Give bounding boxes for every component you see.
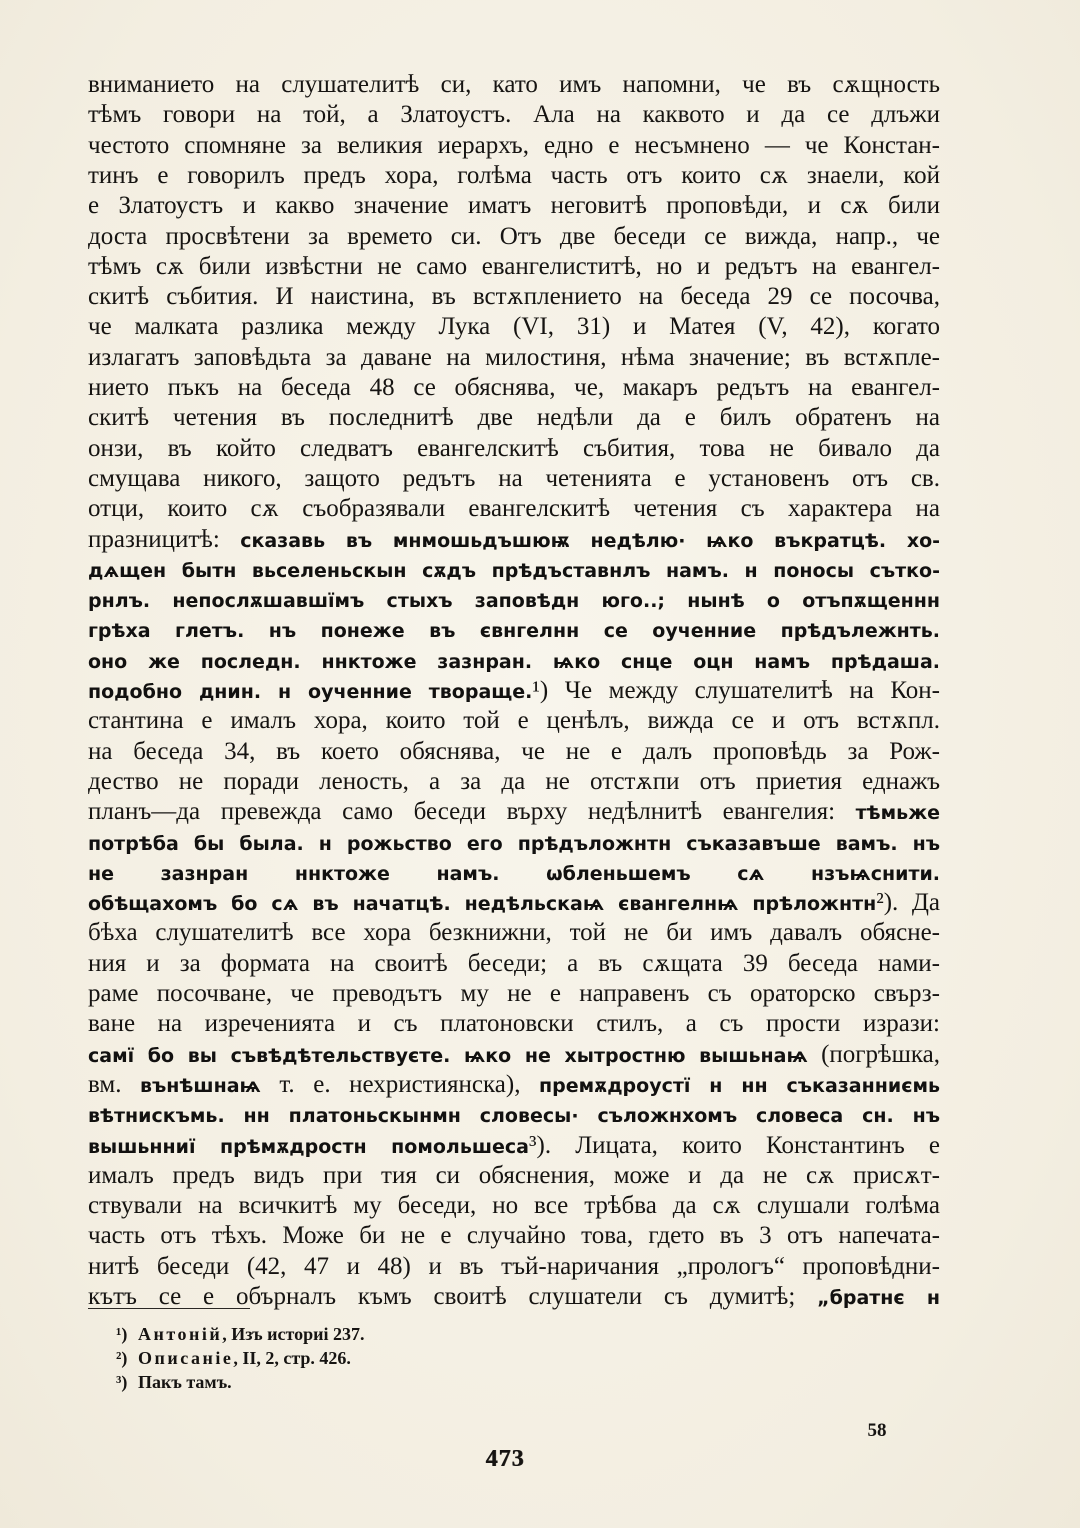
text-line	[88, 403, 940, 433]
line-content	[88, 343, 940, 373]
text-line	[88, 585, 940, 615]
footnote-mark: ³)	[116, 1372, 128, 1392]
line-content	[88, 1009, 940, 1039]
text-line	[88, 100, 940, 130]
text-run: ване на изреченията и съ платоновски стилъ, а съ прости изрази:	[88, 1010, 940, 1038]
slavonic-quote: грѣха глетъ. нъ понеже въ євнгелнн се оученние прѣдълежнть.	[88, 620, 940, 643]
footnote-mark: ²)	[116, 1348, 128, 1368]
text-run: ствували на всичкитѣ му беседи, но все трѣбва да сѫ слушали голѣма	[88, 1192, 940, 1220]
text-line	[88, 1070, 940, 1100]
footnote-text: , Изъ историі 237.	[222, 1324, 365, 1344]
text-run: ³). Лицата, които Константинъ е	[529, 1131, 940, 1159]
text-run: ¹) Че между слушателитѣ на Кон-	[532, 677, 940, 704]
text-line	[88, 676, 940, 706]
footnote-text: Пакъ тамъ.	[138, 1372, 232, 1392]
footnote-author: Антоній	[138, 1324, 223, 1344]
text-line	[88, 858, 940, 888]
slavonic-quote: самї бо вы съвѣдѣтельствуєте. ѩко не хытростню вышьнаѩ	[88, 1044, 808, 1067]
line-content	[88, 373, 940, 403]
line-content	[88, 737, 940, 767]
text-run: е Златоустъ и какво значение иматъ неговитѣ проповѣди, и сѫ били	[88, 192, 940, 220]
slavonic-quote: сказавь въ мнмошьдъшюѭ недѣлю· ѩко въкратцѣ. хо-	[240, 529, 941, 552]
line-content	[88, 191, 940, 221]
text-run: кътъ се е обърналъ къмъ своитѣ слушатели съ думитѣ;	[88, 1283, 818, 1310]
text-line	[88, 797, 940, 827]
text-line	[88, 646, 940, 676]
line-content	[88, 1040, 940, 1071]
text-line	[88, 737, 940, 767]
line-content	[88, 434, 940, 464]
footnote	[116, 1370, 716, 1394]
line-content	[88, 100, 940, 130]
slavonic-quote: подобно днин. н оученние твораще.	[88, 681, 533, 703]
text-run: тѣмъ говори на той, а Златоустъ. Ала на каквото и да се длъжи	[88, 101, 940, 129]
text-line	[88, 1161, 940, 1191]
text-run: доста просвѣтени за времето си. Отъ две беседи се вижда, напр., че	[88, 222, 940, 250]
text-line	[88, 191, 940, 221]
line-content	[88, 131, 940, 161]
line-content	[88, 1070, 940, 1101]
text-run: вниманието на слушателитѣ си, като имъ напомни, че въ сѫщность	[88, 71, 940, 98]
line-content	[88, 525, 940, 556]
text-line	[88, 767, 940, 797]
line-content	[88, 222, 940, 252]
line-content	[88, 70, 940, 100]
line-content	[88, 646, 940, 677]
text-line	[88, 343, 940, 373]
footnote-rule	[88, 1308, 250, 1309]
line-content	[88, 1252, 940, 1282]
text-run: ния и за формата на своитѣ беседи; а въ сѫщата 39 беседа нами-	[88, 949, 940, 977]
footnotes	[116, 1322, 716, 1394]
text-line	[88, 706, 940, 736]
line-content	[88, 161, 940, 191]
line-content	[88, 464, 940, 494]
slavonic-quote: обѣщахомъ бо сѧ въ начатцѣ. недѣльскаѩ євангелнѩ прѣложнтн	[88, 893, 877, 916]
text-line	[88, 1252, 940, 1282]
text-run: нитѣ беседи (42, 47 и 48) и въ тъй-наричания „прологъ“ проповѣдни-	[88, 1252, 940, 1280]
text-line	[88, 70, 940, 100]
text-line	[88, 252, 940, 282]
line-content	[88, 585, 940, 616]
text-run: ²). Да	[876, 889, 940, 917]
slavonic-quote: премѫдроустї н нн съказанниємь	[539, 1074, 940, 1097]
page-number: 473	[485, 1446, 525, 1472]
slavonic-quote: „братнє н	[817, 1287, 940, 1309]
text-line	[88, 222, 940, 252]
text-run: стантина е ималъ хора, които той е ценѣлъ, вижда се и отъ встѫпл.	[88, 707, 940, 735]
text-run: раме посочване, че преводътъ му не е направенъ съ ораторско свърз-	[88, 980, 940, 1007]
text-line	[88, 525, 940, 555]
line-content	[88, 797, 940, 828]
text-run: че малката разлика между Лука (VI, 31) и Матея (V, 42), когато	[88, 313, 940, 341]
line-content	[88, 1221, 940, 1251]
footnote	[116, 1322, 716, 1346]
line-content	[88, 403, 940, 433]
text-run: на беседа 34, въ което обяснява, че не е далъ проповѣдь за Рож-	[88, 737, 940, 765]
text-line	[88, 828, 940, 858]
text-line	[88, 131, 940, 161]
line-content	[88, 676, 940, 707]
text-run: вм.	[88, 1070, 140, 1098]
line-content	[88, 888, 940, 919]
text-run: онзи, въ който следватъ евангелскитѣ събития, това не бивало да	[88, 434, 940, 462]
line-content	[88, 615, 940, 646]
line-content	[88, 312, 940, 342]
text-line	[88, 1191, 940, 1221]
slavonic-quote: рнлъ. непослѫшавшїмъ стыхъ заповѣдн юго..; нынѣ о отъпѫщеннн	[88, 590, 940, 613]
line-content	[88, 918, 940, 948]
line-content	[88, 1191, 940, 1221]
line-content	[88, 494, 940, 524]
text-run: тѣмъ сѫ били извѣстни не само евангелиститѣ, но и редътъ на евангел-	[88, 252, 940, 280]
slavonic-quote: дѧщен бытн вьселеньскын сѫдъ прѣдъставнлъ намъ. н поносы сътко-	[88, 559, 940, 582]
text-line	[88, 1040, 940, 1070]
slavonic-quote: потрѣба бы была. н рожьство его прѣдъложнтн съказавъше вамъ. нъ	[88, 832, 940, 855]
text-run: бѣха слушателитѣ все хора безкнижни, той не би имъ давалъ обясне-	[88, 919, 940, 947]
text-run: планъ—да превежда само беседи върху недѣлнитѣ евангелия:	[88, 798, 856, 826]
text-line	[88, 434, 940, 464]
slavonic-quote: вънѣшнаѩ	[140, 1074, 261, 1097]
text-run: празницитѣ:	[88, 525, 241, 553]
line-content	[88, 828, 940, 859]
footnote-text: , II, 2, стр. 426.	[233, 1348, 351, 1368]
text-run: скитѣ събития. И наистина, въ встѫплението на беседа 29 се посочва,	[88, 283, 940, 311]
text-line	[88, 949, 940, 979]
text-line	[88, 1009, 940, 1039]
line-content	[88, 858, 940, 889]
text-line	[88, 555, 940, 585]
line-content	[88, 1100, 940, 1131]
text-line	[88, 615, 940, 645]
text-run: скитѣ четения въ последнитѣ две недѣли да е билъ обратенъ на	[88, 404, 940, 432]
text-run: честото спомняне за великия иерархъ, едно е несъмнено — че Констан-	[88, 131, 940, 159]
text-line	[88, 1100, 940, 1130]
line-content	[88, 282, 940, 312]
text-run: (погрѣшка,	[807, 1040, 940, 1068]
text-line	[88, 1221, 940, 1251]
slavonic-quote: вѣтнискъмь. нн платоньскынмн словесы· съложнхомъ словеса сн. нъ	[88, 1105, 940, 1128]
line-content	[88, 1131, 940, 1162]
text-run: т. е. нехристиянска),	[260, 1070, 540, 1098]
text-run: смущава никого, защото редътъ на четенията е установенъ отъ св.	[88, 464, 940, 492]
text-run: отци, които сѫ съобразявали евангелскитѣ четения съ характера на	[88, 495, 940, 523]
line-content	[88, 1161, 940, 1191]
slavonic-quote: тѣмьже	[855, 802, 940, 825]
text-line	[88, 282, 940, 312]
line-content	[88, 949, 940, 979]
text-line	[88, 494, 940, 524]
text-line	[88, 918, 940, 948]
line-content	[88, 979, 940, 1009]
text-line	[88, 979, 940, 1009]
footnote-author: Описаніе	[138, 1348, 234, 1368]
line-content	[88, 706, 940, 736]
footnote-mark: ¹)	[116, 1324, 128, 1344]
line-content	[88, 252, 940, 282]
text-run: излагатъ заповѣдьта за даване на милостиня, нѣма значение; въ встѫпле-	[88, 343, 940, 371]
footnote	[116, 1346, 716, 1370]
text-run: тинъ е говорилъ предъ хора, голѣма часть отъ които сѫ знаели, кой	[88, 161, 940, 189]
line-content	[88, 767, 940, 797]
text-line	[88, 312, 940, 342]
text-run: дество не поради леность, а за да не отстѫпи отъ приетия еднажъ	[88, 767, 940, 795]
sheet-number: 58	[867, 1420, 887, 1441]
text-line	[88, 888, 940, 918]
text-line	[88, 1131, 940, 1161]
body-text	[88, 70, 940, 1315]
text-line	[88, 161, 940, 191]
text-line	[88, 373, 940, 403]
line-content	[88, 555, 940, 586]
slavonic-quote: оно же последн. ннктоже зазнран. ѩко снце оцн намъ прѣдаша.	[88, 650, 940, 673]
text-line	[88, 464, 940, 494]
text-run: ималъ предъ видъ при тия си обяснения, може и да не сѫ присѫт-	[88, 1161, 940, 1189]
slavonic-quote: вышьнниї прѣмѫдростн помольшеса	[88, 1135, 529, 1158]
text-run: нието пъкъ на беседа 48 се обяснява, че, макаръ редътъ на евангел-	[88, 374, 940, 401]
slavonic-quote: не зазнран ннктоже намъ. ѡбленьшемъ сѧ нзъѩснити.	[88, 862, 940, 885]
text-run: часть отъ тѣхъ. Може би не е случайно това, гдето въ 3 отъ напечата-	[88, 1222, 940, 1250]
